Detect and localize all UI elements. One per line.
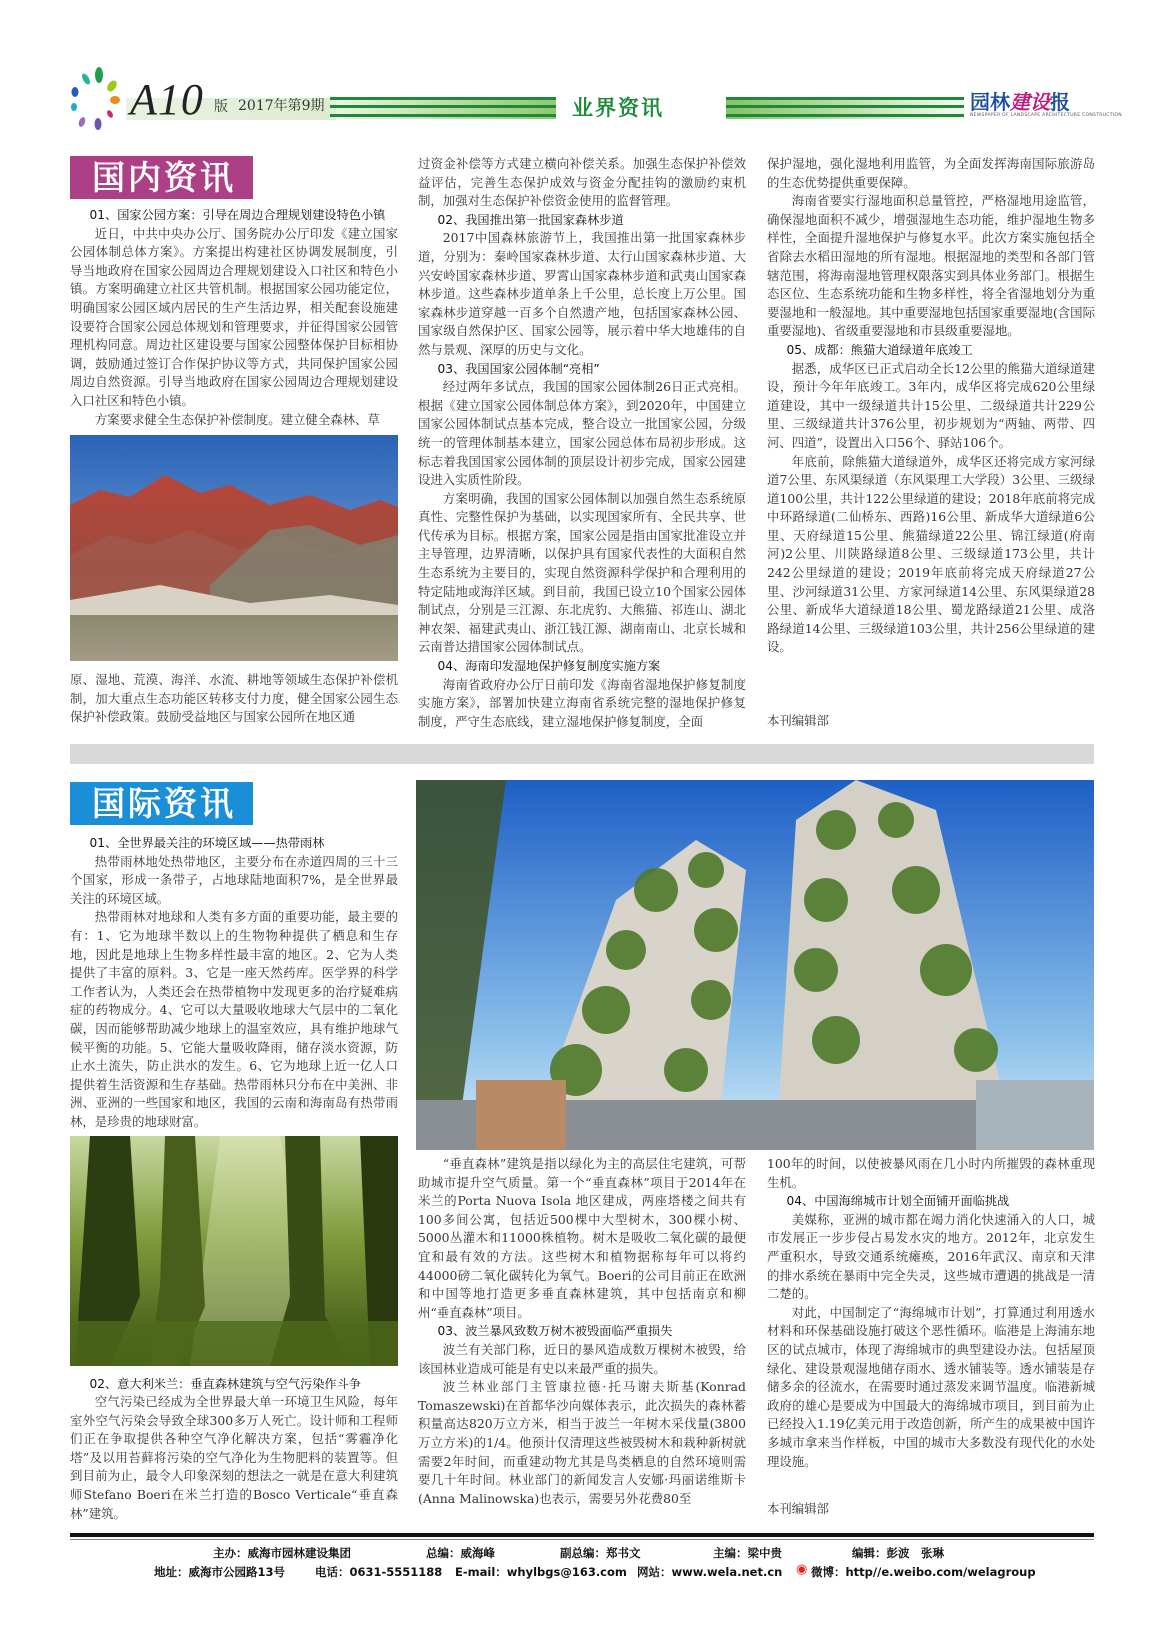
header-bar-left xyxy=(330,95,556,119)
vertical-forest-photo xyxy=(416,780,1094,1150)
article-paragraph: 近日，中共中央办公厅、国务院办公厅印发《建立国家公园体制总体方案》。方案提出构建社区协调发展制度，引导当地政府在国家公园周边合理规划建设入口社区和特色小镇。方案明确建立社区共管机制。根据国家公园功能定位，明确国家公园区域内居民的生产生活边界，相关配套设施建设要符合国家公园总体规划和管理要求，并征得国家公园管理机构同意。周边社区建设要与国家公园整体保护目标相协调，鼓励通过签订合作保护协议等方式，共同保护国家公园周边自然资源。引导当地政府在国家公园周边合理规划建设入口社区和特色小镇。 xyxy=(70,225,398,408)
footer xyxy=(0,1545,1150,1585)
article-paragraph: 热带雨林地处热带地区，主要分布在赤道四周的三十三个国家，形成一条带子，占地球陆地面积7%，是全世界最关注的环境区域。 xyxy=(70,853,398,906)
footer-editor-in-chief: 总编：威海峰 xyxy=(426,1546,495,1560)
article-paragraph: 2017中国森林旅游节上，我国推出第一批国家森林步道，分别为：秦岭国家森林步道、太行山国家森林步道、大兴安岭国家森林步道、罗霄山国家森林步道和武夷山国家森林步道。这些森林步道单条上千公里，总长度上万公里。国家森林步道穿越一百多个自然遗产地，包括国家森林公园、国家级自然保护区、国家公园等，展示着中华大地雄伟的自然与景观、深厚的历史与文化。 xyxy=(418,230,746,357)
newspaper-logo: 园林建设报 xyxy=(970,90,1070,114)
article-paragraph: 经过两年多试点，我国的国家公园体制26日正式亮相。根据《建立国家公园体制总体方案》，到2020年，中国建立国家公园体制试点基本完成，整合设立一批国家公园，分级统一的管理体制基本建立，国家公园总体布局初步形成。这标志着我国国家公园体制的顶层设计初步完成，国家公园建设进入实质性阶段。 xyxy=(418,379,746,488)
article-paragraph: 方案要求健全生态保护补偿制度。建立健全森林、草 xyxy=(94,411,380,427)
article-paragraph: 过资金补偿等方式建立横向补偿关系。加强生态保护补偿效益评估，完善生态保护成效与资金分配挂钩的激励约束机制，加强对生态保护补偿资金使用的监督管理。 xyxy=(418,156,746,209)
newspaper-logo-subtitle: NEWSPAPER OF LANDSCAPE ARCHITECTURE CONSTRUCTION xyxy=(970,113,1122,118)
footer-weibo[interactable]: 微博：http//e.weibo.com/welagroup xyxy=(811,1565,1036,1579)
footer-editors: 编辑：彭波 张琳 xyxy=(852,1546,944,1560)
footer-chief-editor: 主编：梁中贵 xyxy=(713,1546,782,1560)
weibo-icon: ◉ xyxy=(796,1562,808,1577)
section-title: 业界资讯 xyxy=(572,95,664,120)
newspaper-flower-logo-icon xyxy=(66,66,130,132)
footer-sponsor: 主办：威海市园林建设集团 xyxy=(213,1546,351,1560)
article-heading: 01、全世界最关注的环境区域——热带雨林 xyxy=(89,836,325,850)
article-paragraph: 原、湿地、荒漠、海洋、水流、耕地等领域生态保护补偿机制，加大重点生态功能区转移支付力度，健全国家公园生态保护补偿政策。鼓励受益地区与国家公园所在地区通 xyxy=(70,672,398,725)
footer-rule xyxy=(70,1533,1094,1537)
domestic-column-3 xyxy=(767,155,1095,657)
article-paragraph: 波兰有关部门称，近日的暴风造成数万棵树木被毁，给该国林业造成可能是有史以来最严重的损失。 xyxy=(418,1341,746,1376)
footer-website[interactable]: 网站：www.wela.net.cn xyxy=(637,1565,783,1579)
article-paragraph: 热带雨林对地球和人类有多方面的重要功能，最主要的有：1、它为地球半数以上的生物物种提供了栖息和生存地，因此是地球上生物多样性最丰富的地区。2、它为人类提供了丰富的原料。3、它是一座天然药库。医学界的科学工作者认为，人类还会在热带植物中发现更多的治疗疑难病症的药物成分。4、它可以大量吸收地球大气层中的二氧化碳，因而能够帮助减少地球上的温室效应，具有维护地球气候平衡的功能。5、它能大量吸收降雨，储存淡水资源，防止水土流失，防止洪水的发生。6、它为地球上近一亿人口提供着生活资源和生存基础。热带雨林只分布在中美洲、非洲、亚洲的一些国家和地区，我国的云南和海南岛有热带雨林，是珍贵的地球财富。 xyxy=(70,909,398,1129)
international-column-1-top xyxy=(70,834,398,1132)
edition-label: 版 xyxy=(214,99,228,115)
article-paragraph: 年底前，除熊猫大道绿道外，成华区还将完成方家河绿道7公里、东风渠绿道（东风渠理工大学段）3公里、三级绿道100公里，共计122公里绿道的建设；2018年底前将完成中环路绿道(二仙桥东、西路)16公里、新成华大道绿道6公里、天府绿道15公里、熊猫绿道22公里、锦江绿道(府南河)2公里、川陕路绿道8公里、三级绿道173公里，共计242公里绿道的建设；2019年底前将完成天府绿道27公里、沙河绿道31公里、方家河绿道14公里、东风渠绿道28公里、新成华大道绿道18公里、蜀龙路绿道21公里、成洛路绿道14公里、三级绿道103公里，共计256公里绿道的建设。 xyxy=(767,453,1095,655)
page-number: A10 xyxy=(130,75,204,124)
international-column-1 xyxy=(70,834,398,1523)
article-heading: 02、意大利米兰：垂直森林建筑与空气污染作斗争 xyxy=(89,1376,361,1391)
rainforest-photo xyxy=(70,1136,398,1366)
footer-email[interactable]: E-mail：whylbgs@163.com xyxy=(455,1565,627,1579)
article-heading: 01、国家公园方案：引导在周边合理规划建设特色小镇 xyxy=(89,208,386,222)
domestic-column-1 xyxy=(70,206,398,727)
red-mountain-photo xyxy=(70,435,398,661)
header-bar-right xyxy=(726,95,964,119)
footer-address: 地址：威海市公园路13号 xyxy=(154,1565,286,1579)
article-paragraph: 海南省要实行湿地面积总量管控，严格湿地用途监管，确保湿地面积不减少，增强湿地生态功能，维护湿地生物多样性，全面提升湿地保护与修复水平。此次方案实施包括全省除去水稻田湿地的所有湿地。根据湿地的类型和各部门管辖范围，将海南湿地管理权限落实到具体业务部门。根据生态区位、生态系统功能和生物多样性，将全省湿地划分为重要湿地和一般湿地。其中重要湿地包括国家重要湿地(含国际重要湿地)、省级重要湿地和市县级重要湿地。 xyxy=(767,193,1095,339)
domestic-column-1-bottom xyxy=(70,671,398,727)
section-divider-band xyxy=(70,744,1094,764)
article-paragraph: 据悉，成华区已正式启动全长12公里的熊猫大道绿道建设，预计今年年底竣工。3年内，成华区将完成620公里绿道建设，其中一级绿道共计15公里、二级绿道共计229公里、三级绿道共计376公里，初步规划为“两轴、两带、四河、四道”，设置出入口56个、驿站106个。 xyxy=(767,360,1095,450)
article-paragraph: 方案明确，我国的国家公园体制以加强自然生态系统原真性、完整性保护为基础，以实现国家所有、全民共享、世代传承为目标。根据方案，国家公园是指由国家批准设立并主导管理，边界清晰，以保护具有国家代表性的大面积自然生态系统为主要目的，实现自然资源科学保护和合理利用的特定陆地或海洋区域。到目前，我国已设立10个国家公园体制试点，分别是三江源、东北虎豹、大熊猫、祁连山、湖北神农架、福建武夷山、浙江钱江源、湖南南山、北京长城和云南普达措国家公园体制试点。 xyxy=(418,490,746,655)
footer-rule-thin xyxy=(70,1539,1094,1540)
article-paragraph: 对此，中国制定了“海绵城市计划”，打算通过利用透水材料和环保基础设施打破这个恶性循环。临港是上海浦东地区的试点城市，体现了海绵城市的典型建设办法。包括屋顶绿化、建设景观湿地储存雨水、透水铺装等。透水铺装是存储多余的径流水，在需要时通过蒸发来调节温度。临港新城政府的雄心是要成为中国最大的海绵城市项目，到目前为止已经投入1.19亿美元用于改造创新，所产生的成果被中国许多城市拿来当作样板，中国的城市大多数没有现代化的水处理设施。 xyxy=(767,1304,1095,1469)
article-paragraph: 美媒称，亚洲的城市都在竭力消化快速涌入的人口，城市发展正一步步侵占易发水灾的地方。2012年，北京发生严重积水，导致交通系统瘫痪，2016年武汉、南京和天津的排水系统在暴雨中完全失灵，这些城市遭遇的挑战是一清二楚的。 xyxy=(767,1211,1095,1302)
international-column-3 xyxy=(767,1155,1095,1471)
domestic-column-1-top xyxy=(70,206,398,429)
international-column-1-bottom xyxy=(70,1375,398,1524)
article-paragraph: 波兰林业部门主管康拉德·托马谢夫斯基(Konrad Tomaszewski)在首都华沙向媒体表示，此次损失的森林蓄积量高达820万立方米，相当于波兰一年树木采伐量(3800万立方米)的1/4。他预计仅清理这些被毁树木和栽种新树就需要2年时间，而重建动物尤其是鸟类栖息的自然环境则需要几十年时间。林业部门的新闻发言人安娜·玛丽诺维斯卡(Anna Malinowska)也表示，需要另外花费80至 xyxy=(418,1379,746,1506)
article-heading: 04、海南印发湿地保护修复制度实施方案 xyxy=(437,659,661,674)
article-paragraph: 100年的时间，以使被暴风雨在几小时内所摧毁的森林重现生机。 xyxy=(767,1156,1095,1190)
footer-deputy-editor: 副总编：郑书文 xyxy=(560,1546,641,1560)
footer-phone: 电话：0631-5551188 xyxy=(315,1565,443,1579)
article-heading: 03、我国国家公园体制“亮相” xyxy=(437,361,600,376)
article-paragraph: “垂直森林”建筑是指以绿化为主的高层住宅建筑，可帮助城市提升空气质量。第一个“垂直森林”项目于2014年在米兰的Porta Nuova Isola 地区建成，两座塔楼之间共有100多间公寓，包括近500棵中大型树木，300棵小树、5000丛灌木和11000株植物。树木是吸收二氧化碳的最便宜和最有效的方法。这些树木和植物据称每年可以将约44000磅二氧化碳转化为氧气。Boeri的公司目前正在欧洲和中国等地打造更多垂直森林建筑，其中包括南京和柳州“垂直森林”项目。 xyxy=(418,1156,746,1320)
article-heading: 05、成都：熊猫大道绿道年底竣工 xyxy=(786,342,973,357)
domestic-column-2 xyxy=(418,155,746,731)
article-paragraph: 海南省政府办公厅日前印发《海南省湿地保护修复制度实施方案》，部署加快建立海南省系统完整的湿地保护修复制度，严守生态底线，建立湿地保护修复制度，全面 xyxy=(418,676,746,729)
domestic-news-title: 国内资讯 xyxy=(70,156,253,199)
article-heading: 02、我国推出第一批国家森林步道 xyxy=(437,212,624,227)
international-signature: 本刊编辑部 xyxy=(767,1501,829,1516)
article-heading: 04、中国海绵城市计划全面铺开面临挑战 xyxy=(786,1194,1010,1209)
issue-number: 2017年第9期 xyxy=(238,98,325,114)
article-heading: 03、波兰暴风致数万树木被毁面临严重损失 xyxy=(437,1324,673,1339)
domestic-signature: 本刊编辑部 xyxy=(767,713,829,728)
article-paragraph: 空气污染已经成为全世界最大单一环境卫生风险，每年室外空气污染会导致全球300多万人死亡。设计师和工程师们正在争取提供各种空气净化解决方案，包括“雾霾净化塔”及以用苔藓将污染的空气净化为生物肥料的装置等。但到目前为止，最令人印象深刻的想法之一就是在意大利建筑师Stefano Boeri在米兰打造的Bosco Verticale“垂直森林”建筑。 xyxy=(70,1394,398,1521)
international-column-2 xyxy=(418,1155,746,1508)
international-news-title: 国际资讯 xyxy=(70,782,253,825)
article-paragraph: 保护湿地，强化湿地利用监管，为全面发挥海南国际旅游岛的生态优势提供重要保障。 xyxy=(767,156,1095,190)
